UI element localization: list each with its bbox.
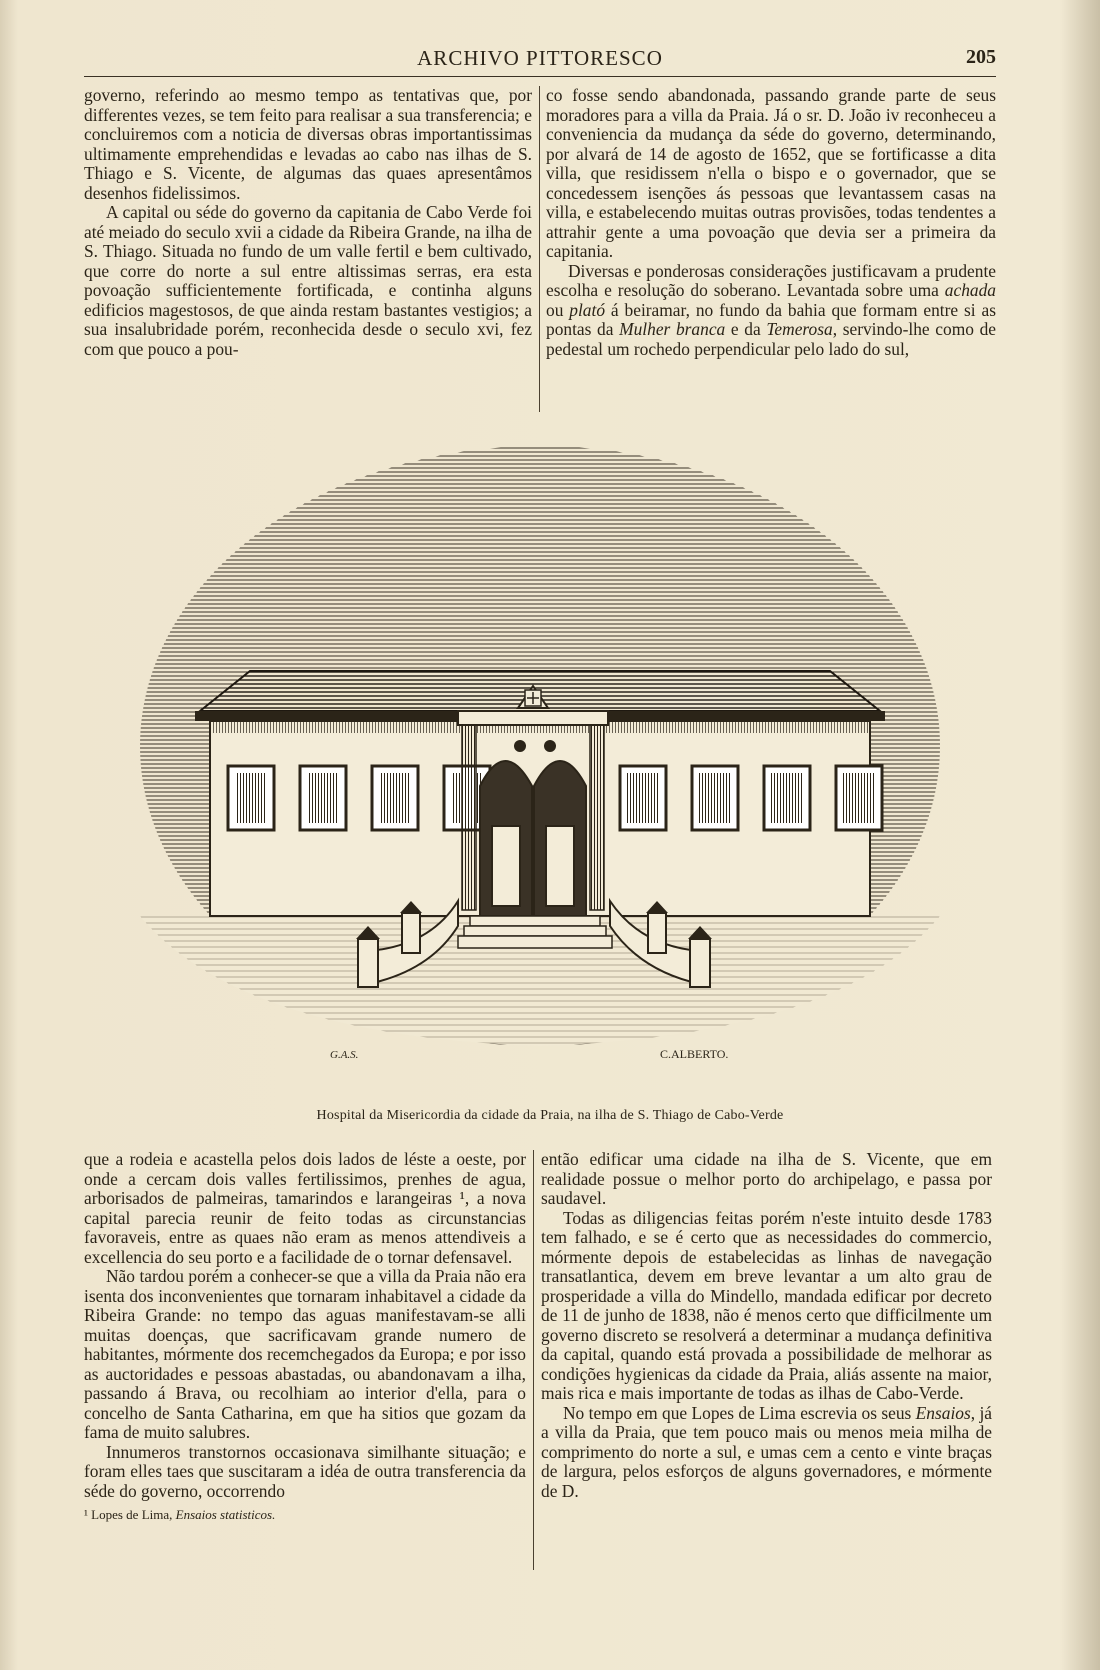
footnote: ¹ Lopes de Lima, Ensaios statisticos. bbox=[84, 1507, 276, 1522]
hospital-engraving bbox=[140, 446, 940, 1080]
illustration-caption: Hospital da Misericordia da cidade da Praia, na ilha de S. Thiago de Cabo-Verde bbox=[316, 1108, 784, 1123]
paragraph: A capital ou séde do governo da capitania de Cabo Verde foi até meiado do seculo xvii a cidade da Ribeira Grande, na ilha de S. Thiago. Situada no fundo de um valle fertil e bem cultivado, que corre do norte a sul entre altissimas serras, era esta povoação sufficientemente fortificada, e continha alguns edificios magestosos, de que ainda restam bastantes vestigios; a sua insalubridade porém, reconhecida desde o seculo xvi, fez com que pouco a pou- bbox=[84, 202, 532, 359]
engraver-signature-right: C.ALBERTO. bbox=[660, 1047, 729, 1061]
paragraph: Todas as diligencias feitas porém n'este intuito desde 1783 tem falhado, e se é certo que as necessidades do commercio, mórmente depois de estabelecidas as linhas de navegação transatlantica, devem em breve levantar a um alto grau de prosperidade a villa do Mindello, mandada edificar por decreto de 11 de junho de 1838, não é menos certo que difficilmente um governo discreto se resolverá a determinar a mudança definitiva da capital, quando está provada a possibilidade de melhorar as condições hygienicas da cidade da Praia, aliás assente na maior, mais rica e mais importante de todas as ilhas de Cabo-Verde. bbox=[541, 1207, 992, 1403]
paragraph: Não tardou porém a conhecer-se que a villa da Praia não era isenta dos inconvenientes que tornaram inhabitavel a cidade da Ribeira Grande: no tempo das aguas manifestavam-se alli muitas doenças, que sacrificavam grande numero de habitantes, mórmente dos recemchegados da Europa; e por isso as auctoridades e pessoas abastadas, ou abandonavam a ilha, passando á Brava, ou recolhiam ao interior d'ella, para o concelho de Santa Catharina, em que ha sitios que gozam da fama de muito salubres. bbox=[84, 1266, 526, 1442]
paragraph: Innumeros transtornos occasionava similhante situação; e foram elles taes que suscitaram a idéa de outra transferencia da séde do governo, occorrendo bbox=[84, 1441, 526, 1501]
paragraph: governo, referindo ao mesmo tempo as tentativas que, por differentes vezes, se tem feito para realisar a sua transferencia; e concluiremos com a noticia de diversas obras importantissimas ultimamente emprehendidas e levadas ao cabo nas ilhas de S. Thiago e S. Vicente, de algumas das quaes apresentâmos desenhos fidelissimos. bbox=[84, 85, 532, 203]
column-divider bbox=[539, 86, 540, 412]
paragraph: No tempo em que Lopes de Lima escrevia os seus Ensaios, já a villa da Praia, que tem pouco mais ou menos meia milha de comprimento do norte a sul, e umas cem a cento e vinte braças de largura, pelos esforços de alguns governadores, e mórmente de D. bbox=[541, 1402, 992, 1501]
paragraph: então edificar uma cidade na ilha de S. Vicente, que em realidade possue o melhor porto do archipelago, e passa por saudavel. bbox=[541, 1149, 992, 1208]
column-top-left bbox=[84, 86, 532, 359]
publication-title: ARCHIVO PITTORESCO bbox=[417, 46, 663, 70]
paragraph: co fosse sendo abandonada, passando grande parte de seus moradores para a villa da Praia. Já o sr. D. João iv reconheceu a conveniencia da mudança da séde do governo, determinando, por alvará de 14 de agosto de 1652, que se fortificasse a dita villa, que residissem n'ella o bispo e o governador, que se concedessem isenções ás pessoas que levantassem casas na villa, e estabelecendo muitas outras provisões, todas tendentes a attrahir gente a uma povoação que devia ser a primeira da capitania. bbox=[546, 85, 996, 261]
paragraph: Diversas e ponderosas considerações justificavam a prudente escolha e resolução do soberano. Levantada sobre uma achada ou plató á beiramar, no fundo da bahia que formam entre si as pontas da Mulher branca e da Temerosa, servindo-lhe como de pedestal um rochedo perpendicular pelo lado do sul, bbox=[546, 260, 996, 359]
column-top-right bbox=[546, 86, 996, 359]
column-divider bbox=[533, 1150, 534, 1570]
portico bbox=[458, 686, 608, 916]
front-steps bbox=[458, 916, 612, 948]
engraver-signature-left: G.A.S. bbox=[330, 1049, 359, 1061]
paragraph: que a rodeia e acastella pelos dois lados de léste a oeste, por onde a cercam dois valles fertilissimos, prenhes de agua, arborisados de palmeiras, tamarindos e larangeiras ¹, a nova capital parecia reunir de feito todas as circunstancias favoraveis, entre as quaes não eram as menos attendiveis a excellencia do seu porto e a facilidade de o tornar defensavel. bbox=[84, 1149, 526, 1267]
column-bottom-right bbox=[541, 1150, 992, 1501]
running-header bbox=[84, 42, 996, 77]
column-bottom-left bbox=[84, 1150, 526, 1523]
page-number: 205 bbox=[966, 46, 996, 68]
